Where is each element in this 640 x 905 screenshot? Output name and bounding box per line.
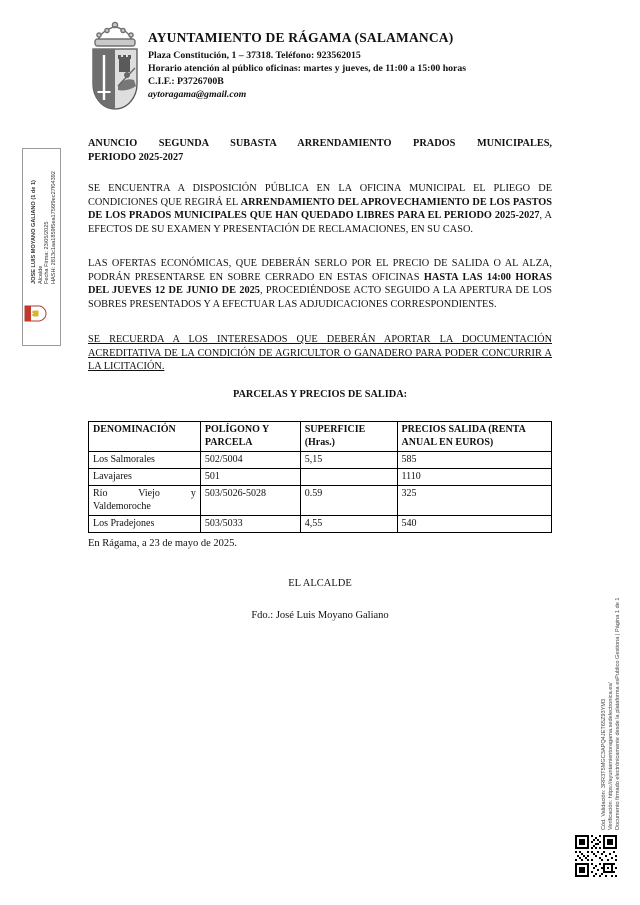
cell-denominacion: Los Pradejones [89,516,201,533]
org-cif: C.I.F.: P3726700B [148,76,224,87]
col-header-denominacion: DENOMINACIÓN [89,422,201,452]
red-coat-of-arms-icon [24,305,53,323]
org-hours: Horario atención al público oficinas: martes y jueves, de 11:00 a 15:00 horas [148,63,467,74]
stamp-sign-date: Fecha Firma: 23/05/2025 [44,221,51,284]
p1-bold: ARRENDAMIENTO DEL APROVECHAMIENTO DE LOS PASTOS DE LOS PRADOS MUNICIPALES QUE HAN QUEDADO LIBRES PARA EL PERIODO 2025-2027 [88,196,552,222]
col-header-poligono: POLÍGONO Y PARCELA [200,422,300,452]
paragraph-recordatorio: SE RECUERDA A LOS INTERESADOS QUE DEBERÁN APORTAR LA DOCUMENTACIÓN ACREDITATIVA DE LA CONDICIÓN DE AGRICULTOR O GANADERO PARA PODER CONCURRIR A LA LICITACIÓN. [88,334,552,373]
p2-pre: LAS OFERTAS ECONÓMICAS, QUE DEBERÁN SERLO POR EL PRECIO DE SALIDA O AL ALZA, PODRÁN PRESENTARSE EN SOBRE CERRADO EN ESTAS OFICINAS [88,258,552,283]
table-heading: PARCELAS Y PRECIOS DE SALIDA: [232,389,408,400]
validation-code: Cód. Validación: 3RR3T5MGC3APQ4JET65Z93YM3 [601,698,607,830]
announcement-title [88,137,552,164]
table-header-row [89,422,552,452]
col-header-superficie: SUPERFICIE (Hras.) [300,422,397,452]
coat-of-arms-icon [88,20,142,112]
cell-denominacion: Río Viejo y Valdemoroche [89,486,201,516]
table-row [89,452,552,469]
stamp-signer-name: JOSE LUIS MOYANO GALIANO (1 de 1) [31,180,37,284]
org-email: aytoragama@gmail.com [148,89,247,100]
p2-bold: HASTA LAS 14:00 HORAS DEL JUEVES 12 DE JUNIO DE 2025 [88,271,552,297]
place-date-line: En Rágama, a 23 de mayo de 2025. [88,538,237,549]
signature-stamp-text [31,154,57,284]
p2-post: , PROCEDIÉNDOSE ACTO SEGUIDO A LA APERTURA DE LOS SOBRES PRESENTADOS Y A EFECTUAR LAS ADJUDICACIONES CORRESPONDIENTES. [88,285,552,310]
cell-poligono: 503/5026-5028 [200,486,300,516]
table-row [89,516,552,533]
validation-stamp-text [601,554,622,830]
cell-precio: 585 [397,452,551,469]
p1-post: , A EFECTOS DE SU EXAMEN Y PRESENTACIÓN DE RECLAMACIONES, EN SU CASO. [88,210,552,235]
org-address: Plaza Constitución, 1 – 37318. Teléfono: 923562015 [148,50,361,61]
cell-superficie [300,469,397,486]
platform-note: Documento firmado electrónicamente desde la plataforma esPublico Gestiona | Página 1 de 1 [615,597,621,830]
col-header-precios: PRECIOS SALIDA (RENTA ANUAL EN EUROS) [397,422,551,452]
stamp-hash: HASH: 2813c1aa1859f5ea1756f9ec27f04392 [50,171,57,284]
cell-poligono: 501 [200,469,300,486]
cell-precio: 540 [397,516,551,533]
org-name: AYUNTAMIENTO DE RÁGAMA (SALAMANCA) [148,30,454,45]
stamp-signer-role: Alcalde [37,265,44,284]
cell-denominacion: Los Salmorales [89,452,201,469]
qr-code [575,835,617,877]
cell-superficie: 5,15 [300,452,397,469]
cell-poligono: 503/5033 [200,516,300,533]
table-row [89,469,552,486]
cell-poligono: 502/5004 [200,452,300,469]
p1-pre: SE ENCUENTRA A DISPOSICIÓN PÚBLICA EN LA OFICINA MUNICIPAL EL PLIEGO DE CONDICIONES QUE REGIRÁ EL [88,183,552,208]
title-line-2: PERIODO 2025-2027 [88,151,184,163]
cell-denominacion: Lavajares [89,469,201,486]
signature-stamp-box [22,148,61,346]
letterhead [148,30,578,101]
signer-role: EL ALCALDE [288,578,352,589]
verification-url: Verificación: https://ayuntamientoragama.sedelectronica.es/ [608,682,614,830]
cell-superficie: 4,55 [300,516,397,533]
signature-line: Fdo.: José Luis Moyano Galiano [251,610,389,621]
paragraph-ofertas [88,257,552,311]
cell-superficie: 0.59 [300,486,397,516]
cell-precio: 325 [397,486,551,516]
paragraph-pliego [88,182,552,236]
cell-precio: 1110 [397,469,551,486]
table-row [89,486,552,516]
parcels-table [88,421,552,533]
title-line-1: ANUNCIO SEGUNDA SUBASTA ARRENDAMIENTO PRADOS MUNICIPALES, [88,138,552,149]
